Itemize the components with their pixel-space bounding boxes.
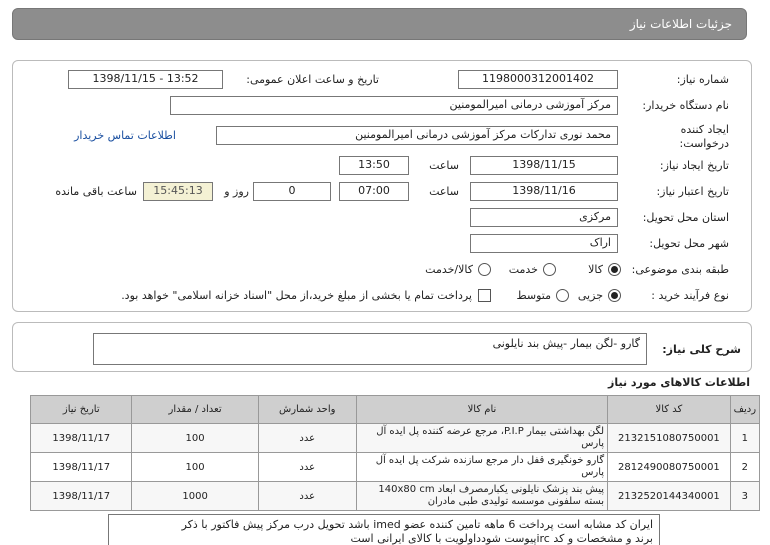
goods-table-header: [31, 396, 760, 424]
row-code: 2132151080750001: [608, 424, 731, 453]
purchase-type-label: نوع فرآیند خرید :: [651, 289, 729, 302]
table-row[interactable]: [31, 424, 760, 453]
buyer-notes-line-1: ایران کد مشابه است پرداخت 6 ماهه تامین کننده عضو imed باشد تحویل درب مرکز پیش فاکتور با ذکر: [181, 518, 653, 531]
row-date: 1398/11/17: [31, 453, 132, 482]
create-time-label: ساعت: [429, 159, 459, 172]
table-row[interactable]: [31, 453, 760, 482]
row-date: 1398/11/17: [31, 482, 132, 511]
category-both-radio[interactable]: [478, 263, 491, 276]
row-name: پیش بند پزشک نایلونی یکبارمصرف ابعاد 140x80 cm بسته سلفونی موسسه تولیدی طبی مادران: [356, 482, 607, 511]
purchase-minor-radio[interactable]: [608, 289, 621, 302]
purchase-medium-radio[interactable]: [556, 289, 569, 302]
col-date: تاریخ نیاز: [31, 396, 132, 424]
row-date: 1398/11/17: [31, 424, 132, 453]
page-title: جزئیات اطلاعات نیاز: [629, 17, 732, 31]
row-code: 2812490080750001: [608, 453, 731, 482]
category-goods-radio[interactable]: [608, 263, 621, 276]
category-both-label: کالا/خدمت: [425, 263, 473, 276]
description-field[interactable]: گارو -لگن بیمار -پیش بند نایلونی: [93, 333, 647, 365]
province-field[interactable]: مرکزی: [470, 208, 618, 227]
description-panel: [12, 322, 752, 372]
page-header: [12, 8, 747, 40]
row-index: 2: [730, 453, 759, 482]
purchase-medium-label: متوسط: [516, 289, 551, 302]
buyer-notes-line-2: برند و مشخصات و کد ircپیوست شودداولویت با کالای ایرانی است: [350, 532, 653, 545]
create-date-label: تاریخ ایجاد نیاز:: [659, 159, 729, 172]
row-name: گارو خونگیری قفل دار مرجع سازنده شرکت پل ایده آل پارس: [356, 453, 607, 482]
row-qty: 1000: [132, 482, 258, 511]
col-unit: واحد شمارش: [258, 396, 356, 424]
creator-label: ایجاد کننده درخواست:: [679, 123, 729, 150]
days-remaining-field[interactable]: 0: [253, 182, 331, 201]
need-number-field[interactable]: 1198000312001402: [458, 70, 618, 89]
col-index: ردیف: [730, 396, 759, 424]
category-label: طبقه بندی موضوعی:: [631, 263, 729, 276]
table-row[interactable]: [31, 482, 760, 511]
city-label: شهر محل تحویل:: [649, 237, 729, 250]
buyer-contact-link[interactable]: اطلاعات تماس خریدار: [74, 129, 176, 142]
row-qty: 100: [132, 424, 258, 453]
row-unit: عدد: [258, 453, 356, 482]
create-date-field[interactable]: 1398/11/15: [470, 156, 618, 175]
validity-date-field[interactable]: 1398/11/16: [470, 182, 618, 201]
goods-section-title: اطلاعات کالاهای مورد نیاز: [608, 376, 750, 389]
need-number-label: شماره نیاز:: [676, 73, 729, 86]
col-code: کد کالا: [608, 396, 731, 424]
need-details-panel: [12, 60, 752, 312]
remaining-time-field: 15:45:13: [143, 182, 213, 201]
purchase-minor-label: جزیی: [577, 289, 603, 302]
validity-time-label: ساعت: [429, 185, 459, 198]
goods-table: [30, 395, 760, 511]
category-service-label: خدمت: [508, 263, 538, 276]
col-qty: تعداد / مقدار: [132, 396, 258, 424]
buyer-org-field[interactable]: مرکز آموزشی درمانی امیرالمومنین: [170, 96, 618, 115]
category-goods-label: کالا: [588, 263, 603, 276]
remaining-label: ساعت باقی مانده: [55, 185, 137, 198]
validity-time-field[interactable]: 07:00: [339, 182, 409, 201]
treasury-payment-checkbox[interactable]: [478, 289, 491, 302]
create-time-field[interactable]: 13:50: [339, 156, 409, 175]
col-name: نام کالا: [356, 396, 607, 424]
row-name: لگن بهداشتی بیمار P.I.P، مرجع عرضه کننده پل ایده آل پارس: [356, 424, 607, 453]
days-label: روز و: [224, 185, 249, 198]
buyer-org-label: نام دستگاه خریدار:: [642, 99, 729, 112]
city-field[interactable]: اراک: [470, 234, 618, 253]
creator-field[interactable]: محمد نوری تدارکات مرکز آموزشی درمانی امیرالمومنین: [216, 126, 618, 145]
category-service-radio[interactable]: [543, 263, 556, 276]
description-label: شرح کلی نیاز:: [662, 343, 741, 356]
validity-date-label: تاریخ اعتبار نیاز:: [656, 185, 729, 198]
province-label: استان محل تحویل:: [642, 211, 729, 224]
announce-field[interactable]: 1398/11/15 - 13:52: [68, 70, 223, 89]
row-unit: عدد: [258, 482, 356, 511]
row-index: 1: [730, 424, 759, 453]
row-qty: 100: [132, 453, 258, 482]
buyer-notes-field[interactable]: [108, 514, 660, 545]
row-index: 3: [730, 482, 759, 511]
treasury-payment-label: پرداخت تمام یا بخشی از مبلغ خرید،از محل "اسناد خزانه اسلامی" خواهد بود.: [121, 289, 472, 302]
row-code: 2132520144340001: [608, 482, 731, 511]
row-unit: عدد: [258, 424, 356, 453]
announce-label: تاریخ و ساعت اعلان عمومی:: [246, 73, 379, 86]
